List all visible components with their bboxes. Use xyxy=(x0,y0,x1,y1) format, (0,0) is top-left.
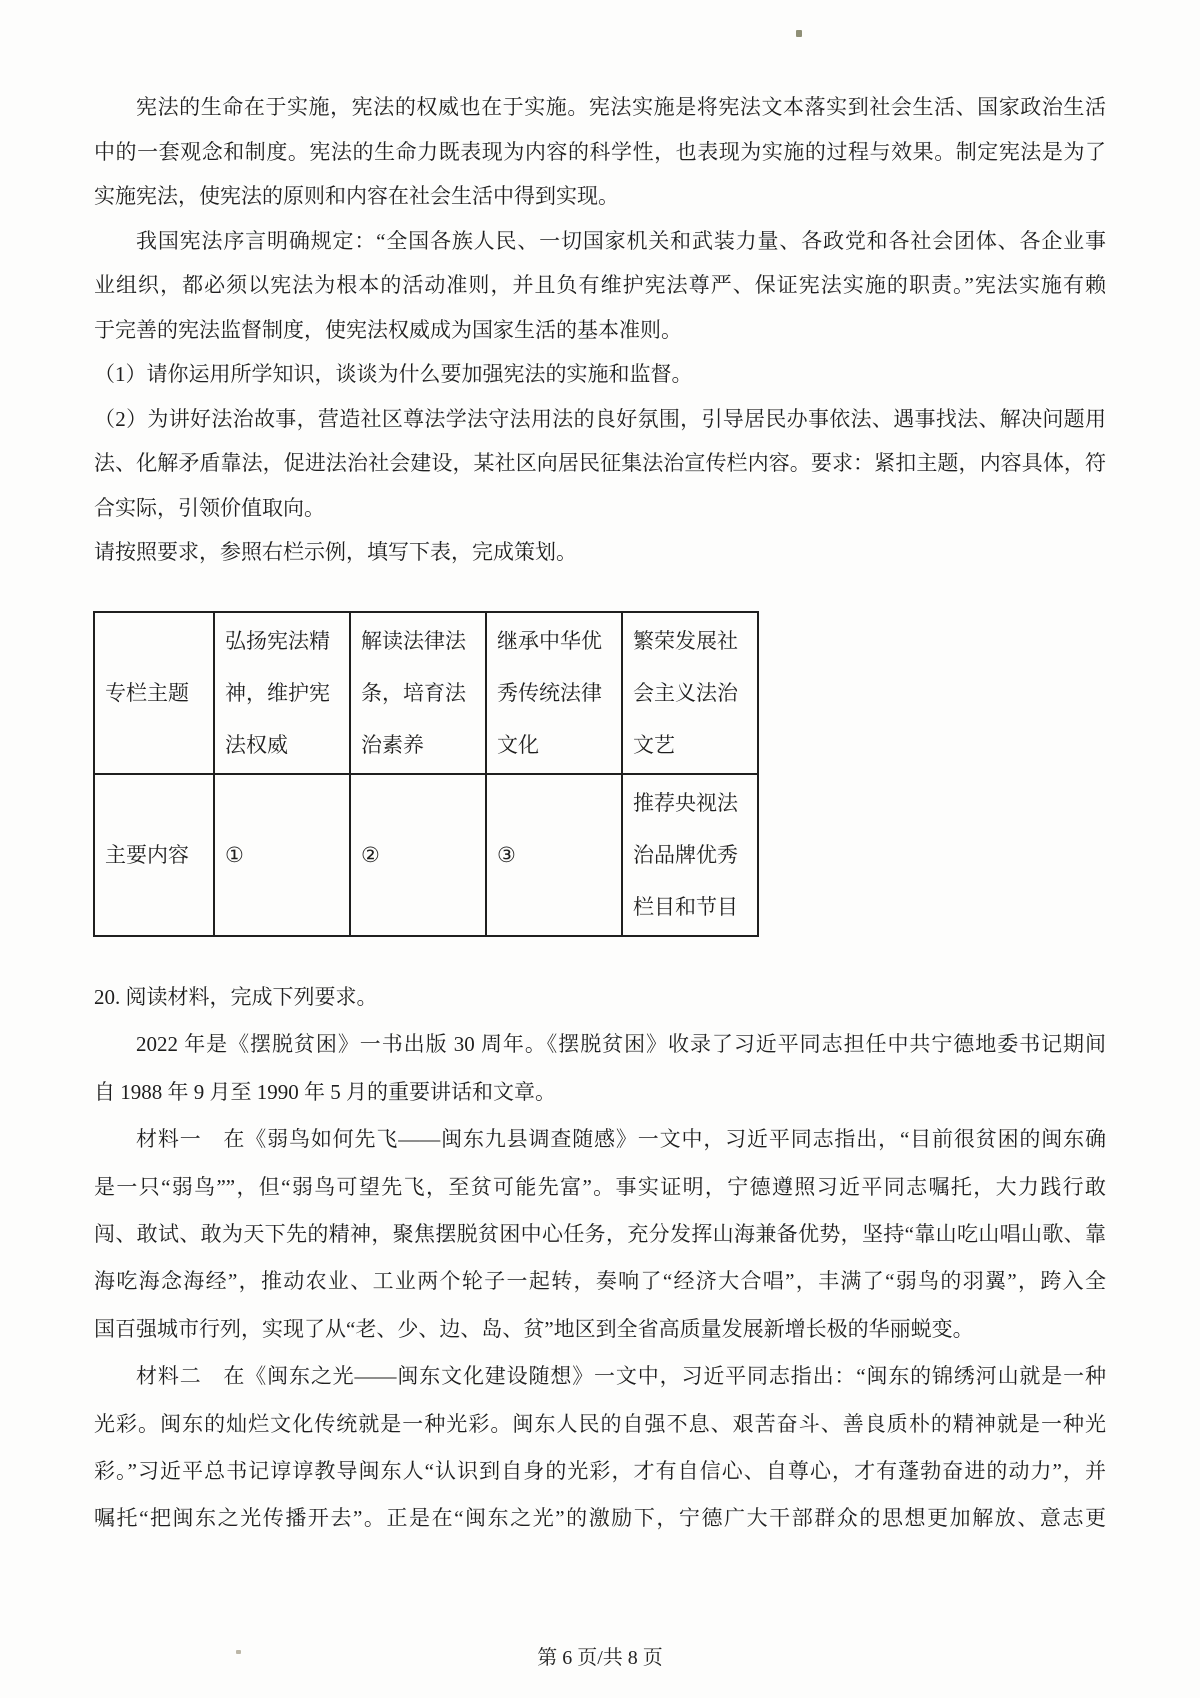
table-cell: 弘扬宪法精神，维护宪法权威 xyxy=(214,612,350,774)
row-label-cell: 主要内容 xyxy=(94,774,214,936)
question-19-text xyxy=(94,85,1106,575)
table-cell: ③ xyxy=(486,774,622,936)
text-line: 自 1988 年 9 月至 1990 年 5 月的重要讲话和文章。 xyxy=(94,1079,556,1104)
row-label-cell: 专栏主题 xyxy=(94,612,214,774)
text-line: （1）请你运用所学知识，谈谈为什么要加强宪法的实施和监督。 xyxy=(94,362,693,386)
text-line: 光彩。闽东的灿烂文化传统就是一种光彩。闽东人民的自强不息、艰苦奋斗、善良质朴的精神就是一种光 xyxy=(94,1411,1106,1436)
text-line: 是一只“弱鸟””，但“弱鸟可望先飞，至贫可能先富”。事实证明，宁德遵照习近平同志嘱托，大力践行敢 xyxy=(94,1174,1106,1199)
text-line: （2）为讲好法治故事，营造社区尊法学法守法用法的良好氛围，引导居民办事依法、遇事找法、解决问题用 xyxy=(94,406,1106,431)
planning-table xyxy=(93,611,759,937)
text-line: 实施宪法，使宪法的原则和内容在社会生活中得到实现。 xyxy=(94,184,619,208)
page-footer xyxy=(0,1641,1200,1670)
text-line: 国百强城市行列，实现了从“老、少、边、岛、贫”地区到全省高质量发展新增长极的华丽蜕变。 xyxy=(94,1316,974,1341)
text-line: 我国宪法序言明确规定：“全国各族人民、一切国家机关和武装力量、各政党和各社会团体、各企业事 xyxy=(136,228,1106,253)
text-line: 业组织，都必须以宪法为根本的活动准则，并且负有维护宪法尊严、保证宪法实施的职责。”宪法实施有赖 xyxy=(94,273,1106,297)
text-line: 中的一套观念和制度。宪法的生命力既表现为内容的科学性，也表现为实施的过程与效果。制定宪法是为了 xyxy=(94,139,1106,164)
table-cell: ② xyxy=(350,774,486,936)
text-line: 法、化解矛盾靠法，促进法治社会建设，某社区向居民征集法治宣传栏内容。要求：紧扣主题，内容具体，符 xyxy=(94,451,1106,475)
table-cell: 推荐央视法治品牌优秀栏目和节目 xyxy=(622,774,758,936)
text-line: 宪法的生命在于实施，宪法的权威也在于实施。宪法实施是将宪法文本落实到社会生活、国家政治生活 xyxy=(136,95,1106,119)
text-line: 闯、敢试、敢为天下先的精神，聚焦摆脱贫困中心任务，充分发挥山海兼备优势，坚持“靠山吃山唱山歌、靠 xyxy=(94,1221,1106,1246)
text-line: 合实际，引领价值取向。 xyxy=(94,495,325,520)
text-line: 材料二 在《闽东之光——闽东文化建设随想》一文中，习近平同志指出：“闽东的锦绣河山就是一种 xyxy=(136,1364,1106,1389)
text-line: 2022 年是《摆脱贫困》一书出版 30 周年。《摆脱贫困》收录了习近平同志担任中共宁德地委书记期间 xyxy=(136,1032,1106,1057)
text-line: 嘱托“把闽东之光传播开去”。正是在“闽东之光”的激励下，宁德广大干部群众的思想更加解放、意志更 xyxy=(94,1506,1106,1531)
text-line: 海吃海念海经”，推动农业、工业两个轮子一起转，奏响了“经济大合唱”，丰满了“弱鸟的羽翼”，跨入全 xyxy=(94,1269,1106,1294)
table-row-content xyxy=(94,774,758,936)
text-line: 20. 阅读材料，完成下列要求。 xyxy=(94,985,378,1009)
table-cell: 繁荣发展社会主义法治文艺 xyxy=(622,612,758,774)
text-line: 材料一 在《弱鸟如何先飞——闽东九县调查随感》一文中，习近平同志指出，“目前很贫困的闽东确 xyxy=(136,1127,1106,1152)
question-20-text xyxy=(94,974,1106,1543)
text-line: 于完善的宪法监督制度，使宪法权威成为国家生活的基本准则。 xyxy=(94,317,682,342)
scan-artifact-dot xyxy=(796,30,802,37)
scan-artifact-dot xyxy=(236,1650,241,1654)
page-number-label: 第 6 页/共 8 页 xyxy=(537,1647,663,1669)
table-cell: ① xyxy=(214,774,350,936)
table-cell: 解读法律法条，培育法治素养 xyxy=(350,612,486,774)
text-line: 彩。”习近平总书记谆谆教导闽东人“认识到自身的光彩，才有自信心、自尊心，才有蓬勃奋进的动力”，并 xyxy=(94,1458,1106,1483)
table-row-theme xyxy=(94,612,758,774)
text-line: 请按照要求，参照右栏示例，填写下表，完成策划。 xyxy=(94,540,577,564)
table-cell: 继承中华优秀传统法律文化 xyxy=(486,612,622,774)
